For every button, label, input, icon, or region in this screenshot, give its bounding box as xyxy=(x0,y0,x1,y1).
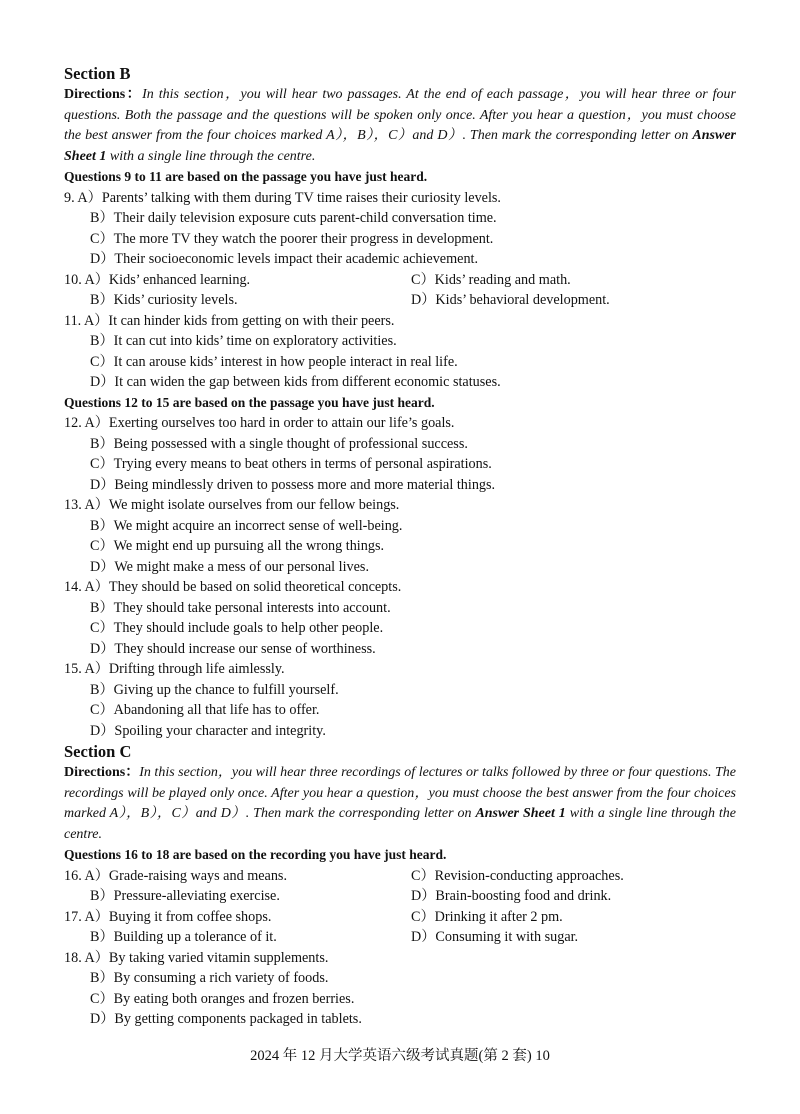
question-17-option-a: 17. A）Buying it from coffee shops. xyxy=(64,908,272,925)
question-17-option-c: C）Drinking it after 2 pm. xyxy=(411,908,563,925)
section-b-directions xyxy=(64,85,736,167)
directions-text-end: with a single line through the centre. xyxy=(64,806,736,842)
question-11-option-b: B）It can cut into kids’ time on exploratory activities. xyxy=(90,333,397,349)
question-17-row-2 xyxy=(64,927,736,948)
question-9-option-d: D）Their socioeconomic levels impact their academic achievement. xyxy=(90,251,479,267)
question-14-option-b: B）They should take personal interests into account. xyxy=(90,599,391,616)
question-10-option-c: C）Kids’ reading and math. xyxy=(411,271,571,288)
question-17-row-1 xyxy=(64,907,736,928)
question-9-option-b: B）Their daily television exposure cuts parent-child conversation time. xyxy=(90,210,497,226)
question-13-option-a: 13. A）We might isolate ourselves from our fellow beings. xyxy=(64,497,400,513)
question-15-option-b: B）Giving up the chance to fulfill yourself. xyxy=(90,681,339,698)
question-16-row-1 xyxy=(64,866,736,887)
directions-text: In this section，you will hear three recordings of lectures or talks followed by three or four questions. The recordings will be played only once. After you hear a question，you must choose the best answer from the four choices marked A），B），C）and D）. Then mark the corresponding letter on xyxy=(64,765,736,821)
question-13-option-d: D）We might make a mess of our personal lives. xyxy=(90,558,369,575)
answer-sheet-label: Answer Sheet 1 xyxy=(64,128,736,164)
question-17-option-d: D）Consuming it with sugar. xyxy=(411,929,579,945)
directions-text: In this section，you will hear two passages. At the end of each passage，you will hear three or four questions. Both the passage and the questions will be spoken only once. After you hear a question，you must choose the best answer from the four choices marked A），B），C）and D）. Then mark the corresponding letter on xyxy=(64,87,737,143)
question-18-option-c: C）By eating both oranges and frozen berries. xyxy=(90,990,355,1007)
question-10-row-1 xyxy=(64,270,736,291)
directions-label: Directions： xyxy=(64,87,143,102)
question-10-option-b: B）Kids’ curiosity levels. xyxy=(90,292,238,308)
question-14-option-c: C）They should include goals to help other people. xyxy=(90,620,384,636)
question-group-heading: Questions 16 to 18 are based on the recording you have just heard. xyxy=(64,847,447,862)
question-18-option-d: D）By getting components packaged in tablets. xyxy=(90,1011,362,1027)
question-10-option-a: 10. A）Kids’ enhanced learning. xyxy=(64,271,251,288)
page-footer: 2024 年 12 月大学英语六级考试真题(第 2 套) 10 xyxy=(250,1048,550,1064)
question-9-option-a: 9. A）Parents’ talking with them during TV time raises their curiosity levels. xyxy=(64,189,501,206)
question-9-option-c: C）The more TV they watch the poorer their progress in development. xyxy=(90,230,494,247)
question-11-option-c: C）It can arouse kids’ interest in how people interact in real life. xyxy=(90,353,458,370)
question-15-option-a: 15. A）Drifting through life aimlessly. xyxy=(64,661,285,677)
question-16-option-c: C）Revision-conducting approaches. xyxy=(411,867,624,884)
question-18-option-b: B）By consuming a rich variety of foods. xyxy=(90,970,329,986)
question-12-option-d: D）Being mindlessly driven to possess more and more material things. xyxy=(90,476,496,493)
question-16-option-a: 16. A）Grade-raising ways and means. xyxy=(64,867,288,884)
question-14-option-a: 14. A）They should be based on solid theoretical concepts. xyxy=(64,579,402,595)
question-18-option-a: 18. A）By taking varied vitamin supplements. xyxy=(64,949,329,966)
section-c-title: Section C xyxy=(64,742,132,761)
question-16-option-b: B）Pressure-alleviating exercise. xyxy=(90,888,280,904)
question-11-option-a: 11. A）It can hinder kids from getting on with their peers. xyxy=(64,312,395,329)
question-15-option-c: C）Abandoning all that life has to offer. xyxy=(90,702,320,718)
question-17-option-b: B）Building up a tolerance of it. xyxy=(90,929,277,945)
directions-label: Directions： xyxy=(64,765,140,780)
question-12-option-c: C）Trying every means to beat others in terms of personal aspirations. xyxy=(90,456,492,472)
directions-text-end: with a single line through the centre. xyxy=(106,148,316,164)
question-14-option-d: D）They should increase our sense of worthiness. xyxy=(90,640,376,657)
question-13-option-c: C）We might end up pursuing all the wrong things. xyxy=(90,538,385,554)
question-group-heading: Questions 9 to 11 are based on the passage you have just heard. xyxy=(64,169,428,184)
question-11-option-d: D）It can widen the gap between kids from different economic statuses. xyxy=(90,374,501,390)
question-16-row-2 xyxy=(64,886,736,907)
question-group-heading: Questions 12 to 15 are based on the passage you have just heard. xyxy=(64,394,435,410)
question-13-option-b: B）We might acquire an incorrect sense of well-being. xyxy=(90,517,403,534)
question-12-option-a: 12. A）Exerting ourselves too hard in order to attain our life’s goals. xyxy=(64,415,455,431)
question-10-option-d: D）Kids’ behavioral development. xyxy=(411,292,610,308)
section-c-directions xyxy=(64,763,736,845)
question-15-option-d: D）Spoiling your character and integrity. xyxy=(90,722,326,739)
section-b-title: Section B xyxy=(64,64,131,83)
answer-sheet-label: Answer Sheet 1 xyxy=(475,806,566,821)
page-content xyxy=(64,63,736,1030)
question-10-row-2 xyxy=(64,290,736,311)
question-12-option-b: B）Being possessed with a single thought of professional success. xyxy=(90,435,468,452)
question-16-option-d: D）Brain-boosting food and drink. xyxy=(411,888,612,904)
